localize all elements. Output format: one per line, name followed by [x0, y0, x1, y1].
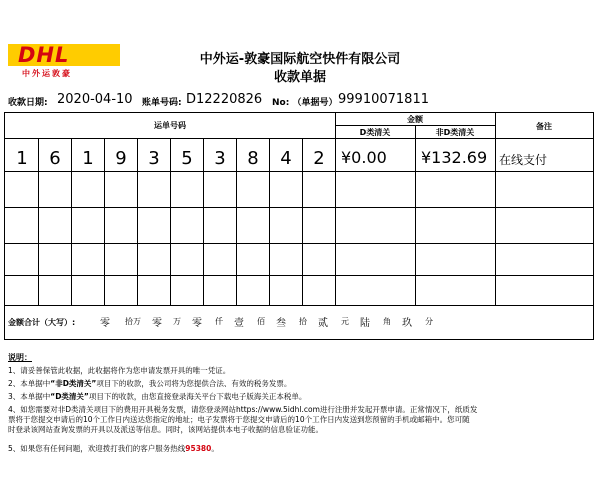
date-label: 收款日期:: [8, 98, 48, 108]
col-line: [170, 138, 171, 305]
total-part: 壹: [234, 318, 244, 329]
total-part: 仟: [215, 317, 223, 326]
waybill-digit: 1: [16, 148, 28, 169]
row-line: [5, 171, 593, 172]
col-line: [71, 138, 72, 305]
col-line: [104, 138, 105, 305]
waybill-digit: 3: [214, 148, 226, 169]
row-line: [5, 305, 593, 306]
waybill-digit: 1: [82, 148, 94, 169]
col-line: [203, 138, 204, 305]
total-part: 贰: [318, 318, 328, 329]
waybill-digit: 5: [181, 148, 193, 169]
note-5-text: 5、如果您有任何问题，欢迎拨打我们的客户服务热线: [8, 444, 186, 453]
note-4-line-1: 4、如您需要对非D类清关项目下的费用开具税务发票，请您登录网站https://www.5idhl.com进行注册并发起开票申请。正常情况下，纸质发: [8, 405, 478, 414]
note-5: [8, 444, 588, 454]
waybill-digit: 9: [115, 148, 127, 169]
row-line: [5, 243, 593, 244]
note-2-prefix: 2、本单据中: [8, 379, 51, 388]
col-line: [415, 125, 416, 305]
note-2-term: “非D类清关”: [50, 379, 97, 388]
bill-value: D12220826: [186, 92, 263, 107]
note-3: [8, 392, 588, 402]
col-line: [137, 138, 138, 305]
note-4: [8, 405, 588, 435]
row-line: [5, 207, 593, 208]
note-3-text: 项目下的收款，由您直接登录海关平台下载电子版海关正本税单。: [88, 392, 307, 401]
waybill-digit: 4: [280, 148, 292, 169]
total-part: 万: [173, 317, 181, 326]
note-5-end: 。: [211, 444, 219, 453]
note-1: 1、请妥善保管此收据，此收据将作为您申请发票开具的唯一凭证。: [8, 366, 231, 375]
hotline-number: 95380: [185, 444, 212, 453]
note-3-prefix: 3、本单据中: [8, 392, 51, 401]
amount-header: 金额: [407, 115, 423, 124]
total-part: 零: [152, 318, 162, 329]
note-3-term: “D类清关”: [50, 392, 89, 401]
no-label: No: （单据号）: [272, 98, 338, 108]
header-divider: [5, 138, 593, 139]
waybill-digit: 6: [49, 148, 61, 169]
non-d-clearance-header: 非D类清关: [435, 128, 475, 137]
remark-value: 在线支付: [499, 153, 548, 167]
total-part: 零: [192, 318, 202, 329]
no-value: 99910071811: [338, 92, 429, 107]
col-line: [302, 138, 303, 305]
notes-title: 说明：: [8, 353, 32, 362]
total-part: 零: [100, 318, 110, 329]
total-part: 角: [383, 317, 391, 326]
total-part: 佰: [257, 317, 265, 326]
col-line: [495, 113, 496, 305]
note-4-line-3: 时登录该网站查询发票的开具以及派送等信息。同时，该网站提供本电子收据的信息验证功能。: [8, 425, 323, 434]
row-line: [5, 275, 593, 276]
total-part: 分: [425, 317, 433, 326]
total-part: 拾: [299, 317, 307, 326]
col-line: [269, 138, 270, 305]
remark-header: 备注: [536, 122, 552, 131]
note-2: [8, 379, 588, 389]
col-line: [38, 138, 39, 305]
logo-sub: 中外运敦豪: [22, 69, 72, 78]
note-4-line-2: 票将于您提交申请后的10个工作日内送达您指定的地址；电子发票将于您提交申请后的10个工作日内发送到您预留的手机或邮箱中。您可随: [8, 415, 470, 424]
waybill-digit: 3: [148, 148, 160, 169]
company-name: 中外运-敦豪国际航空快件有限公司: [199, 52, 401, 67]
total-part: 陆: [360, 318, 370, 329]
total-part: 玖: [402, 318, 412, 329]
receipt-table: [4, 112, 594, 340]
waybill-digit: 8: [247, 148, 259, 169]
waybill-header: 运单号码: [154, 121, 186, 130]
note-2-text: 项目下的收款，我公司将为您提供合法、有效的税务发票。: [96, 379, 292, 388]
bill-label: 账单号码:: [142, 98, 182, 108]
document-title: 收款单据: [273, 70, 326, 85]
total-label: 金额合计（大写）:: [8, 318, 76, 327]
logo-brand: DHL: [18, 43, 70, 67]
col-line: [335, 113, 336, 305]
date-value: 2020-04-10: [57, 92, 133, 107]
d-clearance-header: D类清关: [359, 128, 391, 137]
non-d-clearance-amount: ¥132.69: [421, 148, 488, 167]
total-part: 元: [341, 317, 349, 326]
d-clearance-amount: ¥0.00: [341, 148, 387, 167]
col-line: [236, 138, 237, 305]
total-part: 叁: [276, 318, 286, 329]
total-part: 拾万: [125, 317, 141, 326]
waybill-digit: 2: [313, 148, 325, 169]
